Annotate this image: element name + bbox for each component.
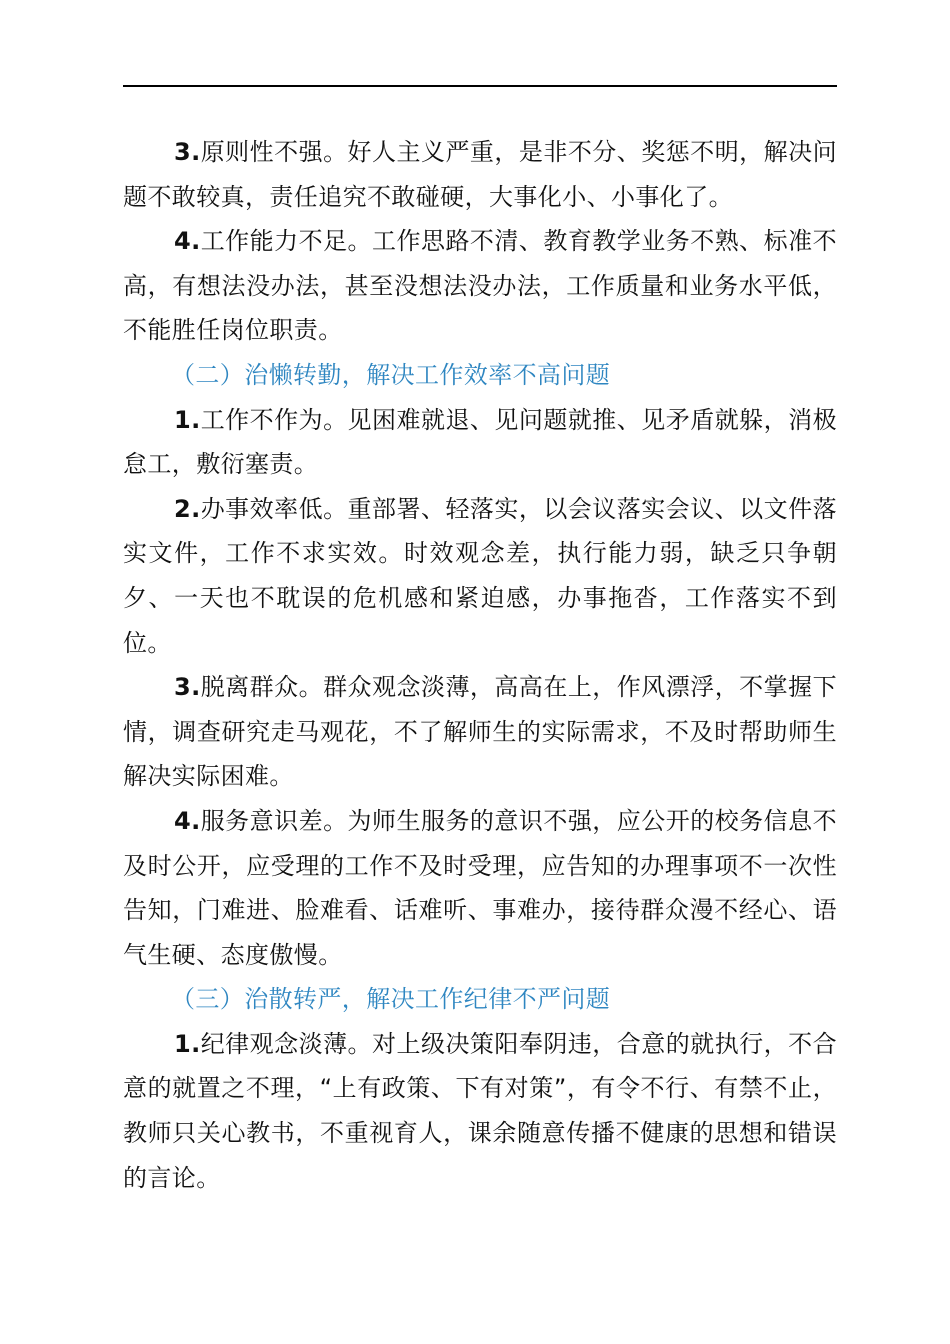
- document-body: [123, 130, 837, 1200]
- item-number: 4.: [174, 806, 201, 835]
- section-heading: （二）治懒转勤，解决工作效率不高问题: [171, 360, 611, 389]
- list-item: [123, 398, 837, 487]
- list-item: [123, 219, 837, 353]
- item-number: 4.: [174, 227, 201, 256]
- item-text: 办事效率低。重部署、轻落实，以会议落实会议、以文件落实文件，工作不求实效。时效观念差，执行能力弱，缺乏只争朝夕、一天也不耽误的危机感和紧迫感，办事拖沓，工作落实不到位。: [123, 494, 837, 657]
- item-text: 脱离群众。群众观念淡薄，高高在上，作风漂浮，不掌握下情，调查研究走马观花，不了解师生的实际需求，不及时帮助师生解决实际困难。: [123, 673, 837, 791]
- list-item: [123, 665, 837, 799]
- item-text: 原则性不强。好人主义严重，是非不分、奖惩不明，解决问题不敢较真，责任追究不敢碰硬，大事化小、小事化了。: [123, 138, 837, 211]
- list-item: [123, 130, 837, 219]
- item-number: 3.: [174, 673, 201, 702]
- list-item: [123, 799, 837, 977]
- list-item: [123, 1022, 837, 1200]
- section-heading: （三）治散转严，解决工作纪律不严问题: [171, 985, 611, 1014]
- item-text: 纪律观念淡薄。对上级决策阳奉阴违，合意的就执行，不合意的就置之不理，“上有政策、下有对策”，有令不行、有禁不止，教师只关心教书，不重视育人，课余随意传播不健康的思想和错误的言论。: [123, 1029, 837, 1192]
- item-number: 2.: [174, 494, 201, 523]
- item-number: 1.: [174, 1029, 201, 1058]
- item-text: 服务意识差。为师生服务的意识不强，应公开的校务信息不及时公开，应受理的工作不及时受理，应告知的办理事项不一次性告知，门难进、脸难看、话难听、事难办，接待群众漫不经心、语气生硬、态度傲慢。: [123, 806, 837, 969]
- list-item: [123, 487, 837, 665]
- item-number: 3.: [174, 138, 201, 166]
- item-number: 1.: [174, 405, 201, 434]
- item-text: 工作不作为。见困难就退、见问题就推、见矛盾就躲，消极怠工，敷衍塞责。: [123, 405, 837, 479]
- header-rule: [123, 85, 837, 87]
- item-text: 工作能力不足。工作思路不清、教育教学业务不熟、标准不高，有想法没办法，甚至没想法没办法，工作质量和业务水平低，不能胜任岗位职责。: [123, 227, 837, 345]
